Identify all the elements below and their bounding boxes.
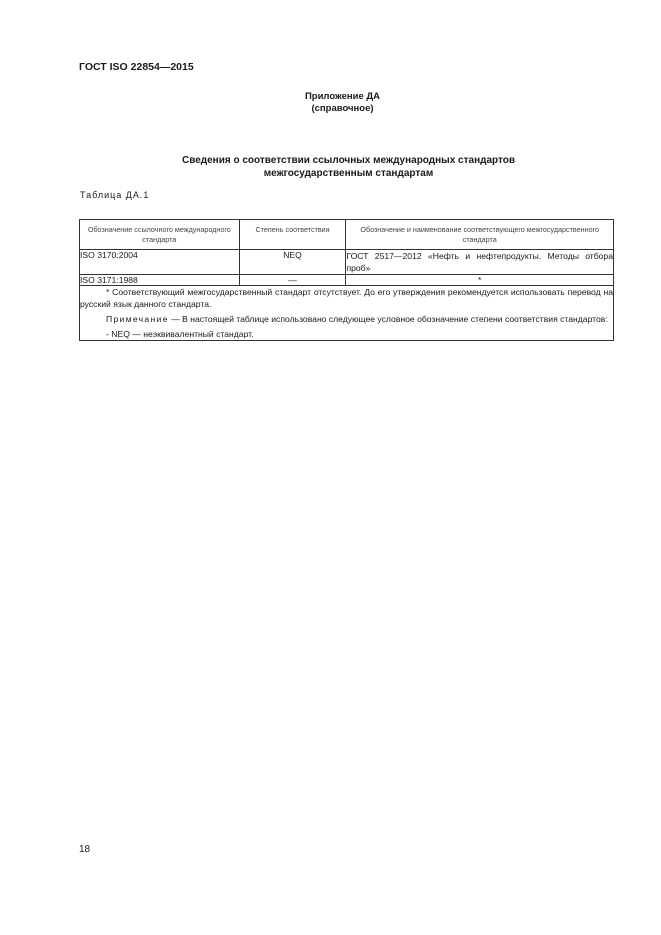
- appendix-title: Приложение ДА: [304, 91, 381, 102]
- table-notes-cell: [80, 286, 614, 341]
- note-text: — В настоящей таблице использовано следующее условное обозначение степени соответствия стандартов:: [168, 314, 608, 324]
- table-note: [80, 313, 613, 325]
- table-cell-interstate: *: [346, 275, 614, 286]
- table-notes-row: [80, 286, 614, 341]
- document-code: ГОСТ ISO 22854—2015: [79, 61, 194, 73]
- table-header-row: [80, 220, 614, 250]
- section-title-line-1: Сведения о соответствии ссылочных международных стандартов: [181, 155, 516, 166]
- table-cell-interstate: ГОСТ 2517—2012 «Нефть и нефтепродукты. Методы отбора проб»: [346, 251, 613, 273]
- appendix-heading: [0, 91, 661, 115]
- note-list-item: - NEQ — неэквивалентный стандарт.: [106, 329, 254, 339]
- section-title-line-2: межгосударственным стандартам: [263, 168, 434, 179]
- table-caption: Таблица ДА.1: [80, 190, 150, 200]
- section-heading: [0, 154, 661, 180]
- appendix-subtitle: (справочное): [311, 103, 374, 114]
- table-footnote: * Соответствующий межгосударственный стандарт отсутствует. До его утверждения рекомендуется использовать перевод на русский язык данного стандарта.: [80, 287, 613, 309]
- table-cell-degree: —: [239, 275, 346, 286]
- correspondence-table: [79, 219, 614, 341]
- column-header-interstate-standard: Обозначение и наименование соответствующего межгосударственного стандарта: [346, 220, 614, 250]
- table-cell-intl: ISO 3170:2004: [80, 250, 240, 275]
- table-cell-degree: NEQ: [239, 250, 346, 275]
- table-cell-intl: ISO 3171:1988: [80, 275, 240, 286]
- column-header-degree: Степень соответствия: [239, 220, 346, 250]
- table-row: [80, 250, 614, 275]
- note-label: Примечание: [106, 314, 169, 324]
- table-row: [80, 275, 614, 286]
- page-number: 18: [79, 844, 91, 855]
- column-header-intl-standard: Обозначение ссылочного международного стандарта: [80, 220, 240, 250]
